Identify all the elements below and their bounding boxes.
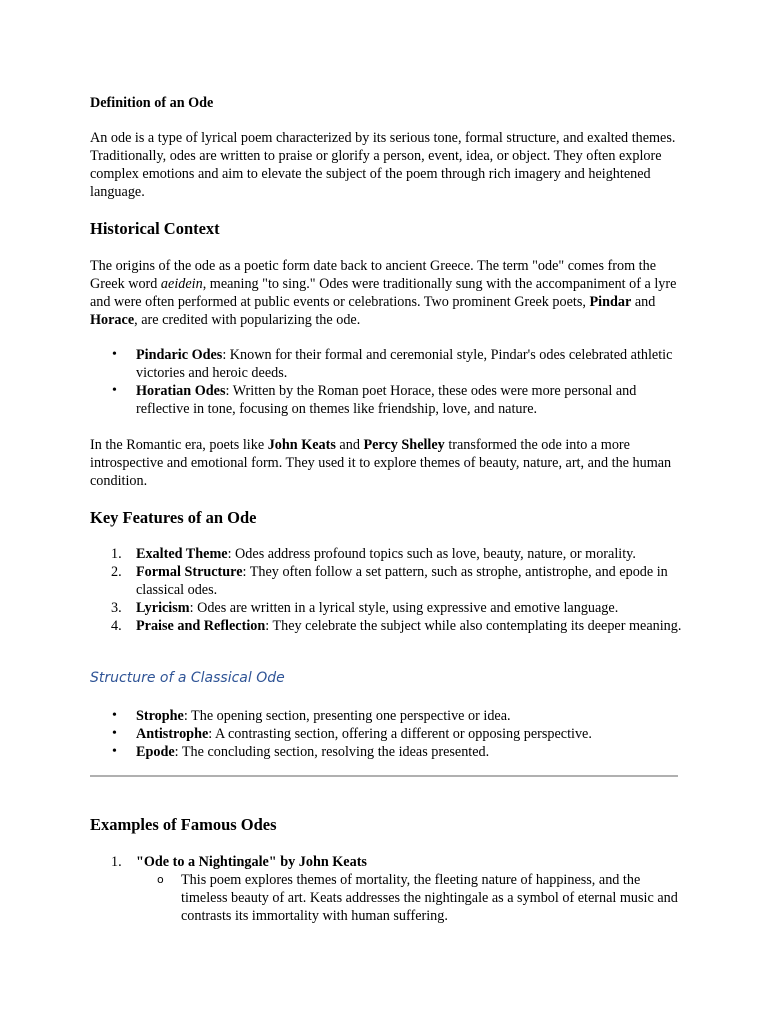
examples-sublist	[135, 871, 680, 925]
features-list	[90, 545, 690, 635]
history-paragraph-1: The origins of the ode as a poetic form date back to ancient Greece. The term "ode" comes from the Greek word aeidein, meaning "to sing." Odes were traditionally sung with the accompaniment of a lyre and were often performed at public events or celebrations. Two prominent Greek poets, Pindar and Horace, are credited with popularizing the ode.	[90, 258, 677, 328]
circle-bullet-icon: o	[157, 873, 164, 886]
horizontal-rule	[90, 775, 678, 777]
list-item: 1. Exalted Theme: Odes address profound topics such as love, beauty, nature, or morality.	[111, 546, 636, 562]
list-item: o This poem explores themes of mortality, the fleeting nature of happiness, and the timeless beauty of art. Keats addresses the nightingale as a symbol of eternal music and contrasts its immortality with human suffering.	[157, 872, 678, 924]
examples-list	[90, 853, 690, 871]
historical-context-heading: Historical Context	[90, 219, 220, 238]
history-paragraph-2: In the Romantic era, poets like John Keats and Percy Shelley transformed the ode into a more introspective and emotional form. They used it to explore themes of beauty, nature, art, and the human condition.	[90, 437, 672, 489]
definition-paragraph: An ode is a type of lyrical poem characterized by its serious tone, formal structure, and exalted themes. Traditionally, odes are written to praise or glorify a person, event, idea, or object. They often explore complex emotions and aim to elevate the subject of the poem through rich imagery and heightened language.	[90, 130, 676, 200]
list-item: • Epode: The concluding section, resolving the ideas presented.	[90, 743, 690, 761]
ode-types-list	[90, 346, 690, 418]
list-item: 2. Formal Structure: They often follow a set pattern, such as strophe, antistrophe, and epode in classical odes.	[111, 564, 668, 598]
list-item: 3. Lyricism: Odes are written in a lyrical style, using expressive and emotive language.	[111, 600, 619, 616]
definition-heading: Definition of an Ode	[90, 95, 214, 111]
list-item: • Strophe: The opening section, presenting one perspective or idea.	[90, 707, 690, 725]
list-item: • Pindaric Odes: Known for their formal and ceremonial style, Pindar's odes celebrated athletic victories and heroic deeds.	[90, 346, 690, 382]
structure-heading: Structure of a Classical Ode	[90, 670, 285, 686]
structure-list	[90, 707, 690, 761]
examples-heading: Examples of Famous Odes	[90, 815, 277, 834]
list-item: 4. Praise and Reflection: They celebrate the subject while also contemplating its deeper meaning.	[111, 618, 682, 634]
list-item: • Antistrophe: A contrasting section, offering a different or opposing perspective.	[90, 725, 690, 743]
list-item: 1. "Ode to a Nightingale" by John Keats	[111, 854, 367, 870]
key-features-heading: Key Features of an Ode	[90, 508, 257, 527]
list-item: • Horatian Odes: Written by the Roman poet Horace, these odes were more personal and reflective in tone, focusing on themes like friendship, love, and nature.	[90, 382, 690, 418]
